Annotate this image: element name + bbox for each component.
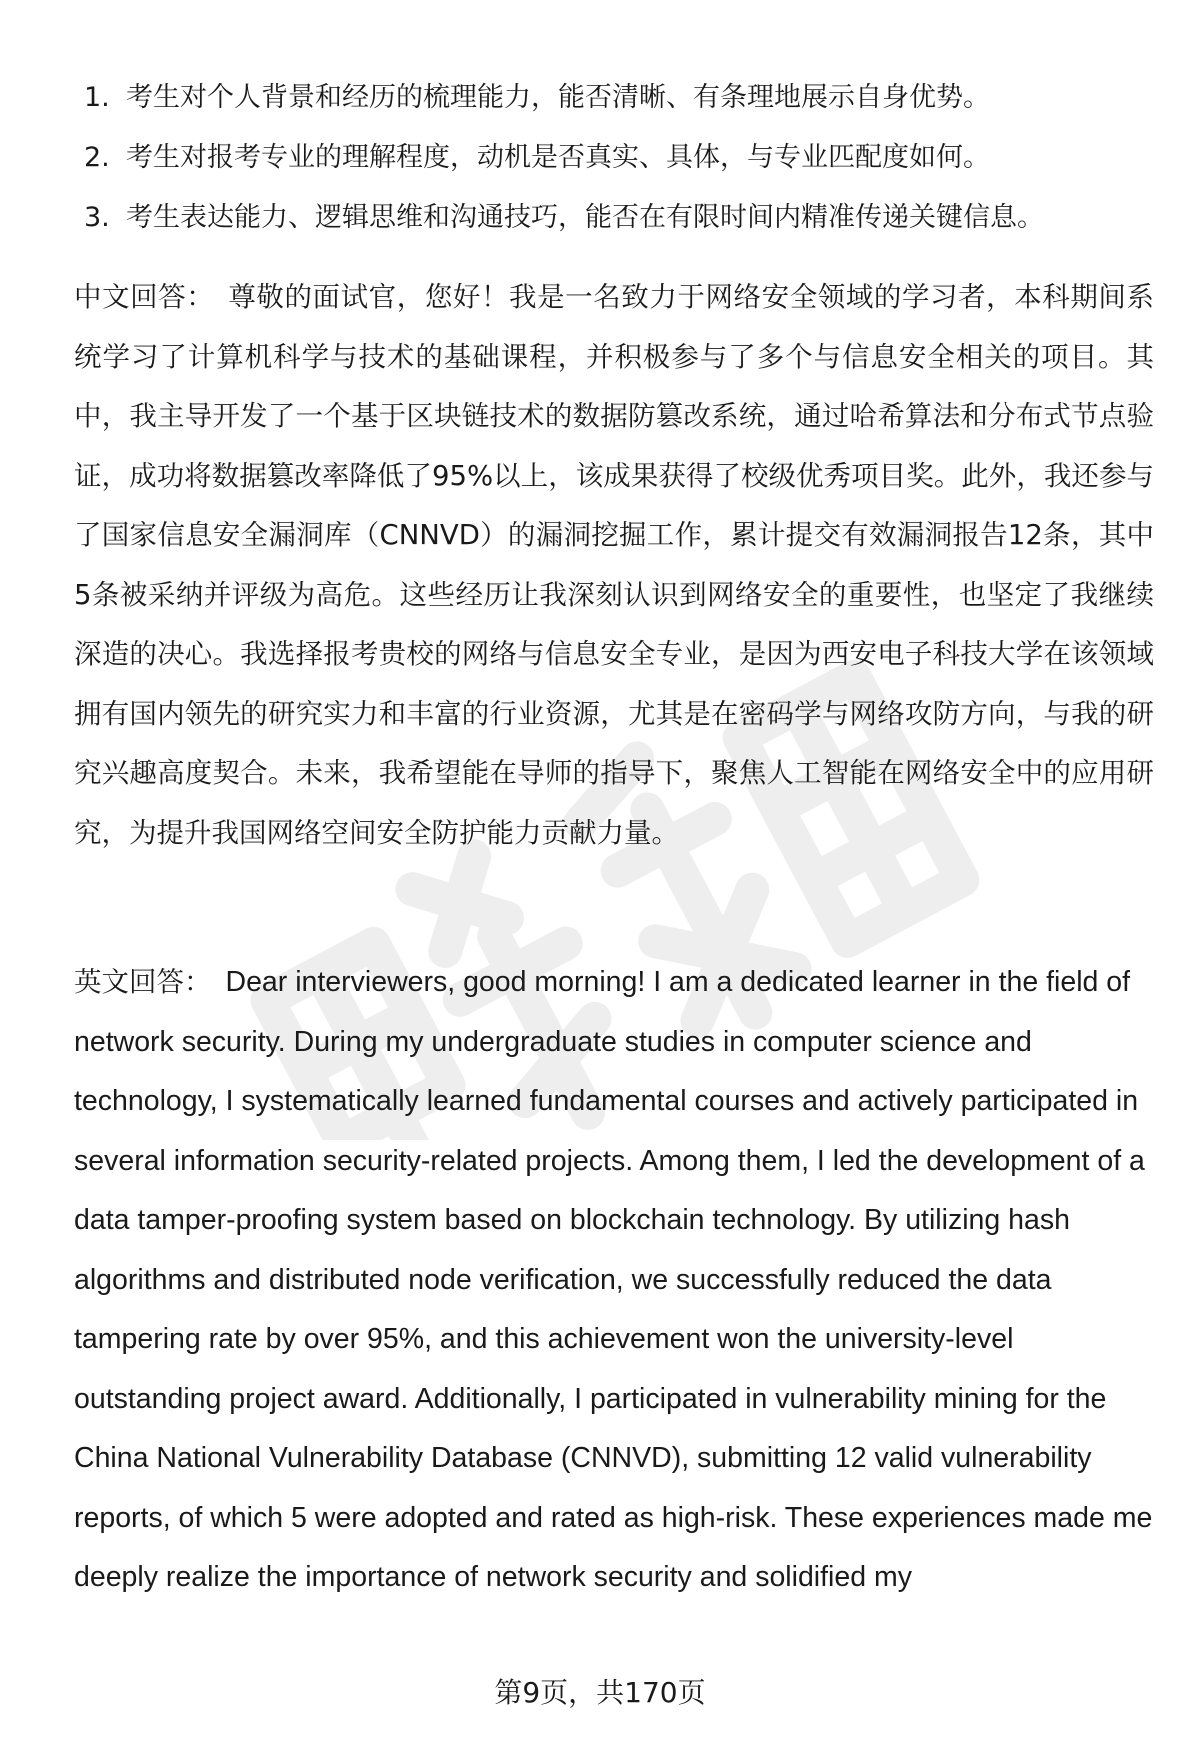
chinese-answer-label: 中文回答：: [74, 281, 215, 313]
criteria-item: [74, 188, 1154, 248]
english-answer-label: 英文回答：: [74, 966, 212, 998]
criteria-item: [74, 128, 1154, 188]
page-footer: [0, 1668, 1200, 1718]
evaluation-criteria-list: [74, 68, 1154, 248]
criteria-item: [74, 68, 1154, 128]
english-answer-paragraph: [74, 953, 1154, 1608]
criteria-text: 考生对个人背景和经历的梳理能力，能否清晰、有条理地展示自身优势。: [126, 82, 990, 113]
criteria-text: 考生对报考专业的理解程度，动机是否真实、具体，与专业匹配度如何。: [126, 142, 990, 173]
criteria-text: 考生表达能力、逻辑思维和沟通技巧，能否在有限时间内精准传递关键信息。: [126, 202, 1044, 233]
page-indicator: 第9页，共170页: [494, 1676, 706, 1709]
criteria-number: 3.: [84, 202, 110, 233]
chinese-answer-paragraph: [74, 268, 1154, 863]
criteria-number: 2.: [84, 142, 110, 173]
criteria-number: 1.: [84, 82, 110, 113]
chinese-answer-text: 尊敬的面试官，您好！我是一名致力于网络安全领域的学习者，本科期间系统学习了计算机科学与技术的基础课程，并积极参与了多个与信息安全相关的项目。其中，我主导开发了一个基于区块链技术的数据防篡改系统，通过哈希算法和分布式节点验证，成功将数据篡改率降低了95%以上，该成果获得了校级优秀项目奖。此外，我还参与了国家信息安全漏洞库（CNNVD）的漏洞挖掘工作，累计提交有效漏洞报告12条，其中5条被采纳并评级为高危。这些经历让我深刻认识到网络安全的重要性，也坚定了我继续深造的决心。我选择报考贵校的网络与信息安全专业，是因为西安电子科技大学在该领域拥有国内领先的研究实力和丰富的行业资源，尤其是在密码学与网络攻防方向，与我的研究兴趣高度契合。未来，我希望能在导师的指导下，聚焦人工智能在网络安全中的应用研究，为提升我国网络空间安全防护能力贡献力量。: [74, 281, 1155, 849]
english-answer-text: Dear interviewers, good morning! I am a dedicated learner in the field of network security. During my undergraduate studies in computer science and technology, I systematically learned fundamental courses and actively participated in several information security-related projects. Among them, I led the development of a data tamper-proofing system based on blockchain technology. By utilizing hash algorithms and distributed node verification, we successfully reduced the data tampering rate by over 95%, and this achievement won the university-level outstanding project award. Additionally, I participated in vulnerability mining for the China National Vulnerability Database (CNNVD), submitting 12 valid vulnerability reports, of which 5 were adopted and rated as high-risk. These experiences made me deeply realize the importance of network security and solidified my: [74, 966, 1153, 1593]
